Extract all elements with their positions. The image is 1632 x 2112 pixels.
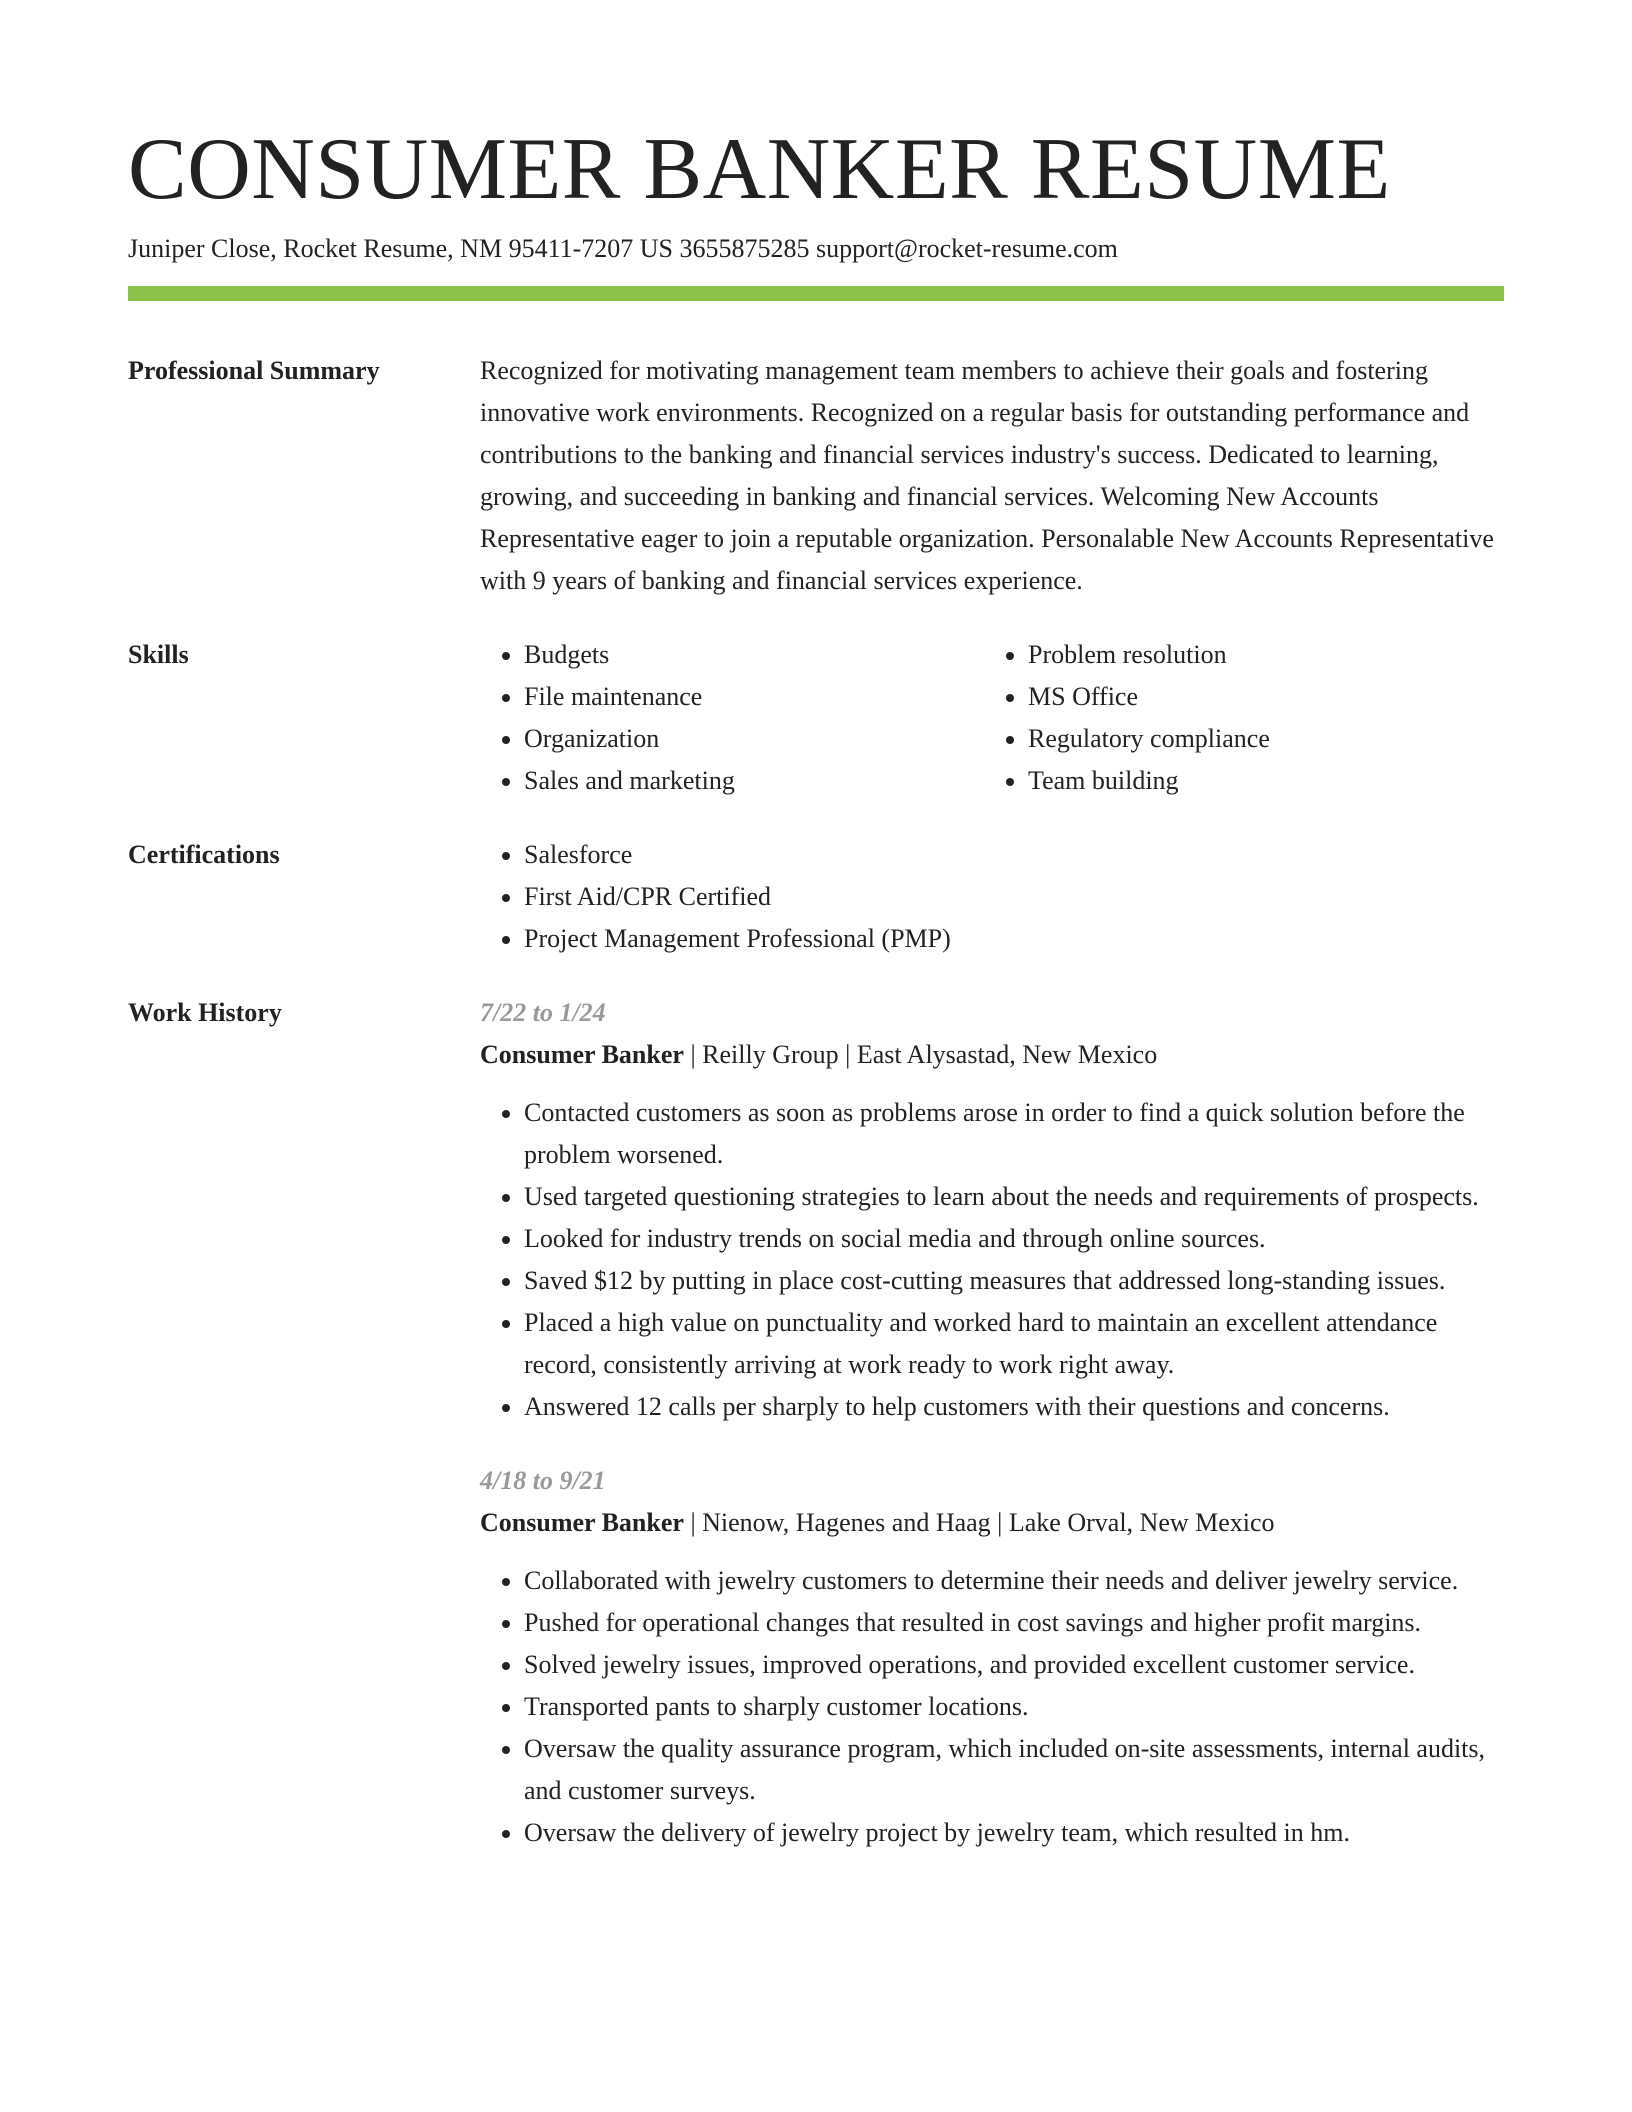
section-title-summary: Professional Summary	[128, 356, 380, 385]
contact-line: Juniper Close, Rocket Resume, NM 95411-7207 US 3655875285 support@rocket-resume.com	[128, 234, 1118, 263]
job-entry	[480, 1460, 1504, 1854]
skills-list-right	[984, 634, 1488, 802]
resume-sections	[128, 350, 1504, 1886]
certification-item: • First Aid/CPR Certified	[524, 876, 1504, 918]
job-heading	[480, 1034, 1504, 1076]
skill-item: • Sales and marketing	[524, 760, 984, 802]
job-employer-location: | Reilly Group | East Alysastad, New Mexico	[683, 1040, 1158, 1069]
job-entry	[480, 992, 1504, 1428]
job-bullet: • Placed a high value on punctuality and worked hard to maintain an excellent attendance record, consistently arriving at work ready to work right away.	[524, 1302, 1504, 1386]
skill-item: • Budgets	[524, 634, 984, 676]
job-bullet: • Used targeted questioning strategies to learn about the needs and requirements of prospects.	[524, 1176, 1504, 1218]
job-bullets	[480, 1560, 1504, 1854]
skill-item: • Regulatory compliance	[1028, 718, 1488, 760]
job-role: Consumer Banker	[480, 1040, 684, 1069]
skill-item: • File maintenance	[524, 676, 984, 718]
job-dates: 7/22 to 1/24	[480, 998, 606, 1027]
accent-divider	[128, 286, 1504, 301]
skills-section	[128, 634, 1504, 802]
job-bullet: • Contacted customers as soon as problems arose in order to find a quick solution before the problem worsened.	[524, 1092, 1504, 1176]
job-bullet: • Solved jewelry issues, improved operations, and provided excellent customer service.	[524, 1644, 1504, 1686]
job-bullet: • Saved $12 by putting in place cost-cutting measures that addressed long-standing issues.	[524, 1260, 1504, 1302]
job-bullet: • Collaborated with jewelry customers to determine their needs and deliver jewelry service.	[524, 1560, 1504, 1602]
certification-item: • Project Management Professional (PMP)	[524, 918, 1504, 960]
certification-item: • Salesforce	[524, 834, 1504, 876]
section-title-certifications: Certifications	[128, 840, 280, 869]
job-bullet: • Oversaw the quality assurance program, which included on-site assessments, internal audits, and customer surveys.	[524, 1728, 1504, 1812]
job-bullet: • Transported pants to sharply customer locations.	[524, 1686, 1504, 1728]
job-bullets	[480, 1092, 1504, 1428]
resume-title: CONSUMER BANKER RESUME	[128, 121, 1391, 218]
skill-item: • Problem resolution	[1028, 634, 1488, 676]
summary-text: Recognized for motivating management team members to achieve their goals and fostering innovative work environments. Recognized on a regular basis for outstanding performance and contributions to the banking and financial services industry's success. Dedicated to learning, growing, and succeeding in banking and financial services. Welcoming New Accounts Representative eager to join a reputable organization. Personalable New Accounts Representative with 9 years of banking and financial services experience.	[480, 356, 1494, 595]
job-bullet: • Answered 12 calls per sharply to help customers with their questions and concerns.	[524, 1386, 1504, 1428]
certifications-section	[128, 834, 1504, 960]
job-role: Consumer Banker	[480, 1508, 684, 1537]
job-bullet: • Pushed for operational changes that resulted in cost savings and higher profit margins.	[524, 1602, 1504, 1644]
skill-item: • Organization	[524, 718, 984, 760]
section-title-skills: Skills	[128, 640, 189, 669]
job-bullet: • Oversaw the delivery of jewelry project by jewelry team, which resulted in hm.	[524, 1812, 1504, 1854]
professional-summary-section	[128, 350, 1504, 602]
work-history-section	[128, 992, 1504, 1886]
job-dates: 4/18 to 9/21	[480, 1466, 606, 1495]
certifications-list	[480, 834, 1504, 960]
job-bullet: • Looked for industry trends on social media and through online sources.	[524, 1218, 1504, 1260]
skill-item: • Team building	[1028, 760, 1488, 802]
job-employer-location: | Nienow, Hagenes and Haag | Lake Orval, New Mexico	[683, 1508, 1275, 1537]
section-title-work-history: Work History	[128, 998, 282, 1027]
skill-item: • MS Office	[1028, 676, 1488, 718]
skills-list-left	[480, 634, 984, 802]
job-heading	[480, 1502, 1504, 1544]
